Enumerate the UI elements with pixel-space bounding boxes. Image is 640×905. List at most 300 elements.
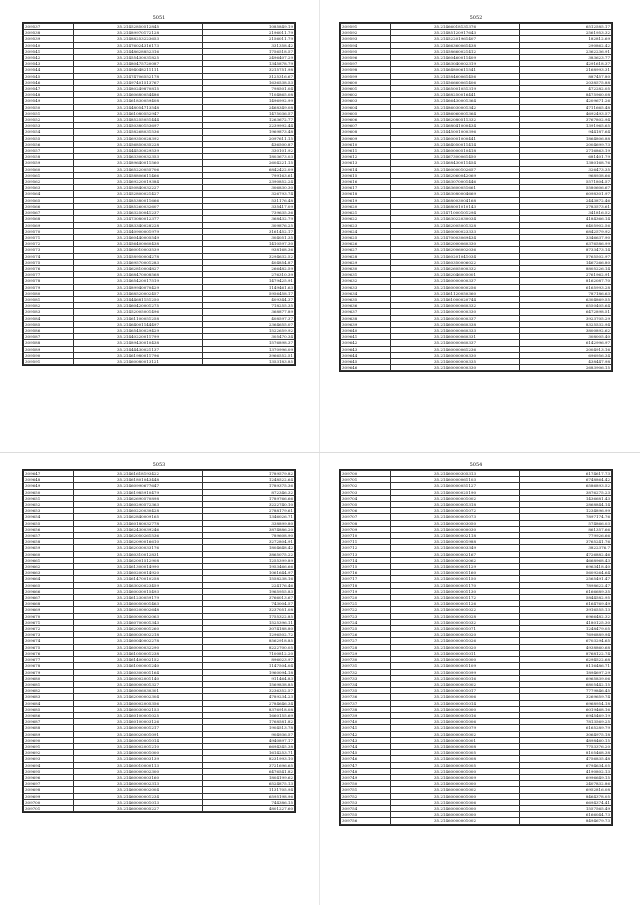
row-coordinate-cell: 35.21460000001002 xyxy=(391,787,520,793)
row-coordinate-cell: 35.21461470010258 xyxy=(74,576,203,582)
row-value-cell: 2362236.91 xyxy=(519,48,611,54)
row-coordinate-cell: 35.21468041000434 xyxy=(391,123,520,129)
row-coordinate-cell: 35.21460000002063 xyxy=(74,613,203,619)
row-coordinate-cell: 35.21489430010438 xyxy=(74,340,203,346)
row-coordinate-cell: 35.21460000001005 xyxy=(391,762,520,768)
row-id-cell: 309562 xyxy=(24,179,74,185)
row-coordinate-cell: 35.21480249870815 xyxy=(74,86,203,92)
row-value-cell: 6165289.79 xyxy=(519,725,611,731)
row-id-cell: 309643 xyxy=(341,346,391,352)
row-coordinate-cell: 35.21460000001008 xyxy=(391,756,520,762)
row-coordinate-cell: 35.21460000061236 xyxy=(391,346,520,352)
row-coordinate-cell: 35.21460000000335 xyxy=(391,358,520,364)
row-value-cell: 1131705.94 xyxy=(202,787,294,793)
row-value-cell: 4801227.60 xyxy=(202,805,294,811)
row-coordinate-cell: 35.21460000001318 xyxy=(391,502,520,508)
row-id-cell: 309718 xyxy=(341,582,391,588)
row-coordinate-cell: 35.21461830059408 xyxy=(74,98,203,104)
row-id-cell: 309633 xyxy=(341,284,391,290)
row-coordinate-cell: 35.21460000002118 xyxy=(391,533,520,539)
row-id-cell: 309672 xyxy=(24,626,74,632)
row-coordinate-cell: 35.21460000000330 xyxy=(391,309,520,315)
row-coordinate-cell: 35.21460000001150 xyxy=(391,576,520,582)
row-id-cell: 309550 xyxy=(24,104,74,110)
table-frame xyxy=(339,469,613,826)
row-coordinate-cell: 35.21460100001025 xyxy=(74,712,203,718)
row-id-cell: 309666 xyxy=(24,588,74,594)
row-id-cell: 309579 xyxy=(24,284,74,290)
row-value-cell: 1558238.16 xyxy=(202,576,294,582)
row-value-cell: 1496992.99 xyxy=(202,98,294,104)
row-coordinate-cell: 35.21461000020744 xyxy=(391,296,520,302)
row-value-cell: 1864806.88 xyxy=(519,135,611,141)
row-coordinate-cell: 35.21462080511332 xyxy=(391,117,520,123)
row-value-cell: 1569838.85 xyxy=(202,681,294,687)
table-row xyxy=(341,365,612,371)
row-coordinate-cell: 35.21460000003160 xyxy=(74,774,203,780)
row-coordinate-cell: 35.21465450029429 xyxy=(74,327,203,333)
row-value-cell: 2761962.91 xyxy=(519,272,611,278)
row-coordinate-cell: 35.21460180032778 xyxy=(74,520,203,526)
row-coordinate-cell: 35.21460000001109 xyxy=(391,663,520,669)
row-value-cell: 1479425.91 xyxy=(202,278,294,284)
row-coordinate-cell: 35.21460000001016 xyxy=(391,675,520,681)
row-id-cell: 309674 xyxy=(24,638,74,644)
row-coordinate-cell: 35.21480475720087 xyxy=(74,61,203,67)
row-value-cell: 1894697.29 xyxy=(519,669,611,675)
row-value-cell: 944187.64 xyxy=(519,129,611,135)
row-value-cell: 8222700.05 xyxy=(202,644,294,650)
row-coordinate-cell: 35.21460000005227 xyxy=(74,805,203,811)
row-value-cell: 6294522.68 xyxy=(519,657,611,663)
row-coordinate-cell: 35.21460000001020 xyxy=(391,632,520,638)
row-value-cell: 1345878.79 xyxy=(202,61,294,67)
row-id-cell: 309611 xyxy=(341,148,391,154)
sheet-title: 5053 xyxy=(152,462,166,468)
row-id-cell: 309663 xyxy=(24,570,74,576)
row-value-cell: 4711665.48 xyxy=(519,104,611,110)
row-value-cell: 6164769.49 xyxy=(519,601,611,607)
row-coordinate-cell: 35.21485260032607 xyxy=(74,203,203,209)
row-coordinate-cell: 35.21468430011454 xyxy=(391,160,520,166)
row-id-cell: 309642 xyxy=(341,340,391,346)
row-coordinate-cell: 35.21463040002319 xyxy=(391,61,520,67)
row-coordinate-cell: 35.21460000305313 xyxy=(391,471,520,477)
row-coordinate-cell: 35.21468001010143 xyxy=(391,203,520,209)
row-coordinate-cell: 35.21460000002062 xyxy=(391,557,520,563)
row-coordinate-cell: 35.21452201961407 xyxy=(391,36,520,42)
table-frame xyxy=(22,22,296,366)
row-coordinate-cell: 35.21468470008568 xyxy=(74,272,203,278)
row-value-cell: 2196011.79 xyxy=(202,30,294,36)
row-coordinate-cell: 35.21466360061438 xyxy=(391,42,520,48)
row-value-cell: 1614253.71 xyxy=(202,750,294,756)
row-coordinate-cell: 35.21458806611466 xyxy=(74,172,203,178)
row-value-cell: 3272804.91 xyxy=(202,539,294,545)
row-value-cell: 8162087.70 xyxy=(519,278,611,284)
row-value-cell: 338899.80 xyxy=(202,520,294,526)
row-value-cell: 408597.37 xyxy=(202,315,294,321)
row-id-cell: 309557 xyxy=(24,148,74,154)
row-value-cell: 1904513.78 xyxy=(202,725,294,731)
row-id-cell: 309539 xyxy=(24,36,74,42)
row-value-cell: 2496407.29 xyxy=(202,55,294,61)
row-coordinate-cell: 35.21460002001140 xyxy=(74,675,203,681)
row-id-cell: 309653 xyxy=(24,508,74,514)
sheet-top-left xyxy=(22,15,296,366)
row-value-cell: 368432.79 xyxy=(202,216,294,222)
row-coordinate-cell: 35.21460440005549 xyxy=(74,234,203,240)
row-id-cell: 309578 xyxy=(24,278,74,284)
row-value-cell: 1370996.09 xyxy=(202,346,294,352)
row-coordinate-cell: 35.21460000060337 xyxy=(391,340,520,346)
row-coordinate-cell: 35.21489970172128 xyxy=(74,30,203,36)
row-id-cell: 309591 xyxy=(24,358,74,364)
row-value-cell: 3874886.20 xyxy=(202,526,294,532)
row-id-cell: 309700 xyxy=(24,799,74,805)
row-coordinate-cell: 35.21461980011796 xyxy=(74,352,203,358)
row-id-cell: 309678 xyxy=(24,663,74,669)
row-id-cell: 309606 xyxy=(341,117,391,123)
row-coordinate-cell: 35.21460000001028 xyxy=(391,613,520,619)
row-id-cell: 309559 xyxy=(24,160,74,166)
row-id-cell: 309614 xyxy=(341,166,391,172)
row-value-cell: 744386.15 xyxy=(202,799,294,805)
row-coordinate-cell: 35.21440220011799 xyxy=(74,334,203,340)
row-value-cell: 304051.35 xyxy=(202,234,294,240)
row-value-cell: 7696889.94 xyxy=(519,632,611,638)
row-coordinate-cell: 35.21460000001000 xyxy=(391,657,520,663)
row-id-cell: 309708 xyxy=(341,520,391,526)
row-coordinate-cell: 35.21460000001172 xyxy=(391,595,520,601)
row-id-cell: 309582 xyxy=(24,303,74,309)
row-value-cell: 6703294.65 xyxy=(519,638,611,644)
row-value-cell: 2716863.19 xyxy=(519,148,611,154)
row-coordinate-cell: 35.21466018131376 xyxy=(391,24,520,30)
table-row xyxy=(24,358,295,364)
row-id-cell: 309567 xyxy=(24,210,74,216)
row-id-cell: 309755 xyxy=(341,812,391,818)
row-value-cell: 1353183.85 xyxy=(202,358,294,364)
row-coordinate-cell: 35.21460420001275 xyxy=(74,303,203,309)
row-id-cell: 309731 xyxy=(341,663,391,669)
row-coordinate-cell: 35.21460000002004 xyxy=(74,787,203,793)
row-id-cell: 309686 xyxy=(24,712,74,718)
row-id-cell: 309646 xyxy=(341,365,391,371)
row-coordinate-cell: 35.21460200014920 xyxy=(74,570,203,576)
row-id-cell: 309705 xyxy=(341,502,391,508)
row-value-cell: 266482.59 xyxy=(202,265,294,271)
row-coordinate-cell: 35.21461080552947 xyxy=(74,110,203,116)
row-value-cell: 2364655.07 xyxy=(202,321,294,327)
row-id-cell: 309670 xyxy=(24,613,74,619)
row-value-cell: 2783573.61 xyxy=(519,203,611,209)
row-coordinate-cell: 35.21488253223653 xyxy=(74,36,203,42)
row-value-cell: 4668968.43 xyxy=(519,557,611,563)
row-id-cell: 309715 xyxy=(341,564,391,570)
row-id-cell: 309587 xyxy=(24,334,74,340)
row-value-cell: 3916555.13 xyxy=(519,607,611,613)
row-id-cell: 309625 xyxy=(341,234,391,240)
row-id-cell: 309695 xyxy=(24,768,74,774)
row-id-cell: 309616 xyxy=(341,179,391,185)
row-coordinate-cell: 35.21456400060438 xyxy=(74,241,203,247)
row-coordinate-cell: 35.21460030015493 xyxy=(74,588,203,594)
row-id-cell: 309594 xyxy=(341,42,391,48)
row-value-cell: 5571804.57 xyxy=(519,179,611,185)
row-value-cell: 8464378.05 xyxy=(519,793,611,799)
row-coordinate-cell: 35.21460000000330 xyxy=(391,352,520,358)
row-id-cell: 309563 xyxy=(24,185,74,191)
row-coordinate-cell: 35.21462050261536 xyxy=(74,533,203,539)
row-id-cell: 309704 xyxy=(341,495,391,501)
row-coordinate-cell: 35.21460001000441 xyxy=(391,135,520,141)
row-coordinate-cell: 35.21460000003139 xyxy=(74,756,203,762)
row-value-cell: 1756518.57 xyxy=(202,48,294,54)
row-coordinate-cell: 35.21468003004168 xyxy=(391,197,520,203)
row-id-cell: 309677 xyxy=(24,657,74,663)
row-coordinate-cell: 35.21463600051661 xyxy=(391,185,520,191)
row-coordinate-cell: 35.21460000102657 xyxy=(391,166,520,172)
row-id-cell: 309671 xyxy=(24,619,74,625)
row-coordinate-cell: 35.21458660021412 xyxy=(391,48,520,54)
row-value-cell: 7753376.20 xyxy=(519,743,611,749)
row-value-cell: 276310.39 xyxy=(202,272,294,278)
row-value-cell: 8105468.38 xyxy=(519,750,611,756)
row-id-cell: 309716 xyxy=(341,570,391,576)
row-id-cell: 309738 xyxy=(341,706,391,712)
row-value-cell: 4209671.26 xyxy=(519,98,611,104)
row-id-cell: 309551 xyxy=(24,110,74,116)
row-coordinate-cell: 35.21450380153697 xyxy=(74,123,203,129)
row-value-cell: 1522659.92 xyxy=(202,327,294,333)
row-value-cell: 2004913.16 xyxy=(519,346,611,352)
row-coordinate-cell: 35.21444530029539 xyxy=(74,148,203,154)
row-value-cell: 3215751.98 xyxy=(202,67,294,73)
row-id-cell: 309696 xyxy=(24,774,74,780)
row-value-cell: 739635.36 xyxy=(202,210,294,216)
row-coordinate-cell: 35.21497401513767 xyxy=(74,79,203,85)
row-value-cell: 861357.66 xyxy=(519,526,611,532)
row-coordinate-cell: 35.21460000001129 xyxy=(391,564,520,570)
row-value-cell: 2390852.24 xyxy=(202,179,294,185)
row-id-cell: 309607 xyxy=(341,123,391,129)
row-coordinate-cell: 35.21460000001002 xyxy=(391,681,520,687)
row-id-cell: 309600 xyxy=(341,79,391,85)
row-value-cell: 8494679.73 xyxy=(519,818,611,824)
row-coordinate-cell: 35.21448054713548 xyxy=(74,104,203,110)
row-value-cell: 6019468.16 xyxy=(519,706,611,712)
row-coordinate-cell: 35.21460000001071 xyxy=(391,626,520,632)
row-value-cell: 968938.66 xyxy=(519,172,611,178)
row-coordinate-cell: 35.21460000001001 xyxy=(391,737,520,743)
row-value-cell: 1804648.42 xyxy=(202,545,294,551)
row-id-cell: 309549 xyxy=(24,98,74,104)
row-id-cell: 309632 xyxy=(341,278,391,284)
row-value-cell: 1248479.05 xyxy=(519,626,611,632)
row-value-cell: 4938860.68 xyxy=(519,644,611,650)
row-value-cell: 6996649.15 xyxy=(519,774,611,780)
row-value-cell: 1436681.43 xyxy=(519,495,611,501)
row-value-cell: 6694345.38 xyxy=(202,743,294,749)
row-coordinate-cell: 35.21489640011560 xyxy=(74,160,203,166)
row-value-cell: 3876275.23 xyxy=(519,489,611,495)
row-id-cell: 309654 xyxy=(24,514,74,520)
row-coordinate-cell: 35.21460000001000 xyxy=(391,781,520,787)
row-value-cell: 1557565.49 xyxy=(519,805,611,811)
row-coordinate-cell: 35.21462060042069 xyxy=(391,172,520,178)
row-coordinate-cell: 35.21462005001328 xyxy=(391,222,520,228)
row-value-cell: 8768122.74 xyxy=(519,650,611,656)
row-value-cell: 331358.42 xyxy=(202,42,294,48)
row-id-cell: 309722 xyxy=(341,607,391,613)
row-id-cell: 309626 xyxy=(341,241,391,247)
row-id-cell: 309698 xyxy=(24,787,74,793)
row-value-cell: 1296502.72 xyxy=(202,632,294,638)
row-id-cell: 309659 xyxy=(24,545,74,551)
row-coordinate-cell: 35.21460000001217 xyxy=(74,725,203,731)
row-coordinate-cell: 35.21460000001005 xyxy=(391,750,520,756)
row-coordinate-cell: 35.21460000003050 xyxy=(391,520,520,526)
row-id-cell: 309588 xyxy=(24,340,74,346)
data-table xyxy=(23,23,295,365)
row-id-cell: 309593 xyxy=(341,36,391,42)
row-coordinate-cell: 35.21460006030301 xyxy=(74,688,203,694)
row-value-cell: 6376586.99 xyxy=(519,241,611,247)
row-coordinate-cell: 35.21463070001446 xyxy=(391,179,520,185)
row-value-cell: 1149461.63 xyxy=(202,284,294,290)
row-id-cell: 309571 xyxy=(24,234,74,240)
table-row xyxy=(24,805,295,811)
row-value-cell: 6842422.09 xyxy=(202,166,294,172)
row-coordinate-cell: 35.21460000001006 xyxy=(391,694,520,700)
row-id-cell: 309701 xyxy=(341,477,391,483)
row-id-cell: 309547 xyxy=(24,86,74,92)
row-value-cell: 938168.36 xyxy=(202,247,294,253)
sheet-title: 5052 xyxy=(469,15,483,21)
row-value-cell: 1263672.77 xyxy=(202,117,294,123)
row-id-cell: 309540 xyxy=(24,42,74,48)
row-id-cell: 309628 xyxy=(341,253,391,259)
row-value-cell: 6945469.19 xyxy=(519,712,611,718)
row-value-cell: 1965955.83 xyxy=(202,588,294,594)
row-id-cell: 309608 xyxy=(341,129,391,135)
row-coordinate-cell: 35.21463080004669 xyxy=(391,191,520,197)
row-id-cell: 309719 xyxy=(341,588,391,594)
row-value-cell: 326473.35 xyxy=(519,166,611,172)
row-value-cell: 404854.87 xyxy=(202,259,294,265)
sheet-top-right xyxy=(339,15,613,372)
row-coordinate-cell: 35.21460000000030 xyxy=(391,526,520,532)
row-id-cell: 309635 xyxy=(341,296,391,302)
row-coordinate-cell: 35.21460000001016 xyxy=(391,712,520,718)
row-coordinate-cell: 35.21460000001000 xyxy=(391,805,520,811)
row-id-cell: 309565 xyxy=(24,197,74,203)
row-id-cell: 309735 xyxy=(341,688,391,694)
row-value-cell: 4692493.57 xyxy=(519,110,611,116)
row-value-cell: 3064975.18 xyxy=(519,731,611,737)
row-value-cell: 7104865.08 xyxy=(202,92,294,98)
row-coordinate-cell: 35.21462090016610 xyxy=(74,539,203,545)
row-value-cell: 2004699.73 xyxy=(519,141,611,147)
row-coordinate-cell: 35.21448628852316 xyxy=(74,48,203,54)
row-id-cell: 309746 xyxy=(341,756,391,762)
row-value-cell: 2443872.46 xyxy=(519,197,611,203)
row-value-cell: 2468349.08 xyxy=(202,104,294,110)
row-id-cell: 309680 xyxy=(24,675,74,681)
row-value-cell: 3822376.7 xyxy=(519,545,611,551)
row-coordinate-cell: 35.21460300001164 xyxy=(74,669,203,675)
row-coordinate-cell: 35.21485255051444 xyxy=(74,117,203,123)
row-id-cell: 309687 xyxy=(24,719,74,725)
row-value-cell: 3125316.67 xyxy=(202,73,294,79)
row-value-cell: 743004.57 xyxy=(202,601,294,607)
table-row xyxy=(341,818,612,824)
row-coordinate-cell: 35.21468250016441 xyxy=(391,92,520,98)
row-coordinate-cell: 35.21460000003349 xyxy=(391,545,520,551)
row-value-cell: 799163.61 xyxy=(202,172,294,178)
row-id-cell: 309709 xyxy=(341,526,391,532)
row-value-cell: 290862.42 xyxy=(519,42,611,48)
row-id-cell: 309675 xyxy=(24,644,74,650)
row-id-cell: 309584 xyxy=(24,315,74,321)
row-coordinate-cell: 35.21465001051319 xyxy=(391,86,520,92)
row-id-cell: 309737 xyxy=(341,700,391,706)
row-id-cell: 309595 xyxy=(341,48,391,54)
row-coordinate-cell: 35.21460000001000 xyxy=(391,706,520,712)
row-coordinate-cell: 35.21461400002152 xyxy=(74,657,203,663)
row-id-cell: 309597 xyxy=(341,61,391,67)
row-coordinate-cell: 35.21460002005356 xyxy=(74,700,203,706)
row-id-cell: 309591 xyxy=(341,24,391,30)
row-id-cell: 309596 xyxy=(341,55,391,61)
row-id-cell: 309617 xyxy=(341,185,391,191)
row-id-cell: 309537 xyxy=(24,24,74,30)
row-coordinate-cell: 35.21474706552178 xyxy=(74,73,203,79)
row-coordinate-cell: 35.21460000001017 xyxy=(391,688,520,694)
row-value-cell: 1410597.30 xyxy=(202,241,294,247)
row-coordinate-cell: 35.21460310012831 xyxy=(74,551,203,557)
row-id-cell: 309754 xyxy=(341,805,391,811)
row-value-cell: 1960094.18 xyxy=(202,669,294,675)
row-coordinate-cell: 35.21460000001000 xyxy=(391,768,520,774)
row-id-cell: 309634 xyxy=(341,290,391,296)
row-coordinate-cell: 35.21462430039246 xyxy=(74,526,203,532)
row-coordinate-cell: 35.21460000001000 xyxy=(74,750,203,756)
row-coordinate-cell: 35.21460000001099 xyxy=(391,669,520,675)
row-coordinate-cell: 35.21486060001364 xyxy=(391,110,520,116)
row-coordinate-cell: 35.21460460011409 xyxy=(391,55,520,61)
row-id-cell: 309629 xyxy=(341,259,391,265)
row-value-cell: 409344.37 xyxy=(202,296,294,302)
row-coordinate-cell: 35.21460010003539 xyxy=(74,247,203,253)
row-value-cell: 5844582.95 xyxy=(519,595,611,601)
row-coordinate-cell: 35.21461985910479 xyxy=(74,489,203,495)
row-coordinate-cell: 35.21460000002300 xyxy=(74,768,203,774)
row-value-cell: 1475036.57 xyxy=(202,110,294,116)
row-id-cell: 309548 xyxy=(24,92,74,98)
row-value-cell: 3800892.62 xyxy=(519,327,611,333)
row-id-cell: 309630 xyxy=(341,265,391,271)
row-coordinate-cell: 35.21460080013121 xyxy=(74,358,203,364)
row-id-cell: 309615 xyxy=(341,172,391,178)
row-id-cell: 309542 xyxy=(24,55,74,61)
row-coordinate-cell: 35.21485380011666 xyxy=(74,197,203,203)
row-value-cell: 6476541.82 xyxy=(202,768,294,774)
row-id-cell: 309683 xyxy=(24,694,74,700)
row-coordinate-cell: 35.21444681151250 xyxy=(74,296,203,302)
row-value-cell: 383623.77 xyxy=(519,55,611,61)
